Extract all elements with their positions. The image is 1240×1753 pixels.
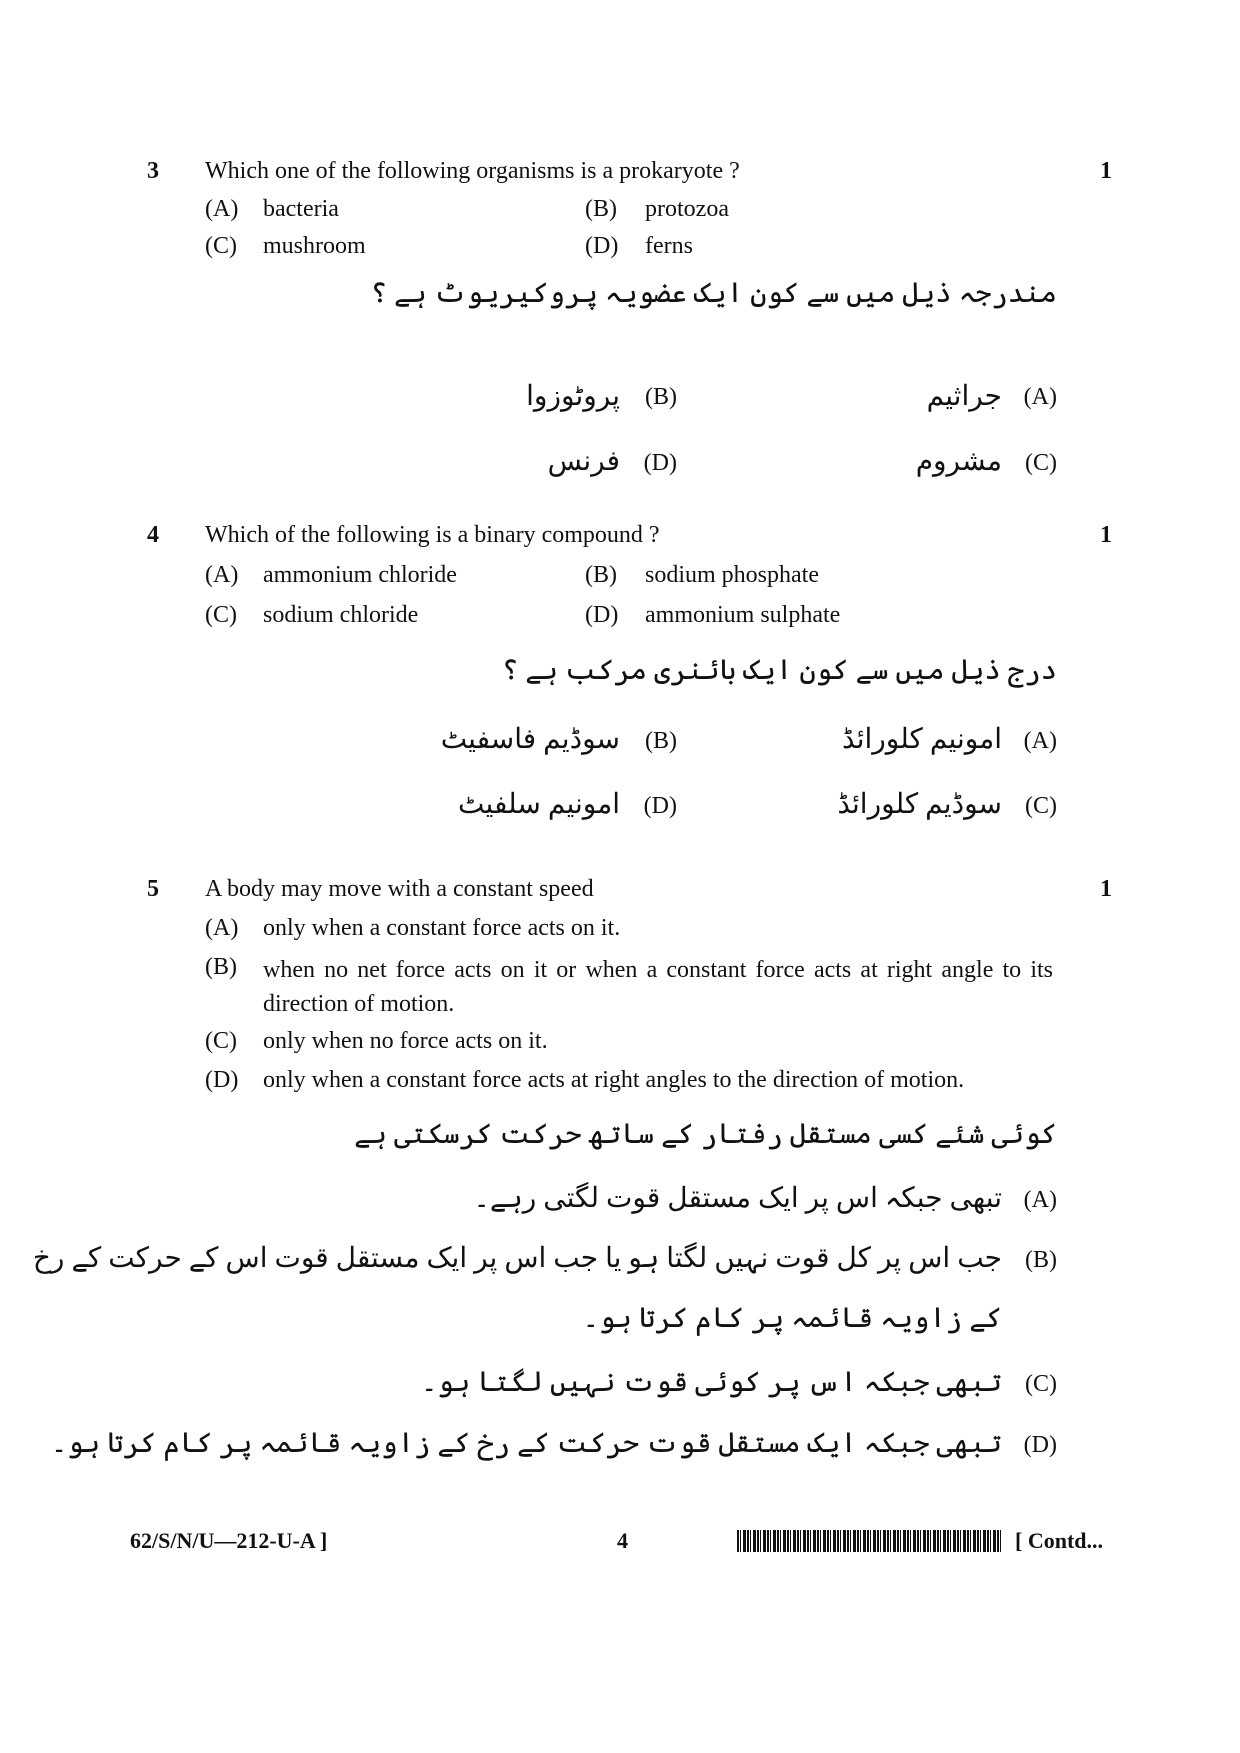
option-text: ammonium sulphate [645, 602, 841, 628]
option-text: sodium chloride [263, 602, 419, 628]
option-text: only when no force acts on it. [263, 1028, 548, 1054]
option-text: only when a constant force acts on it. [263, 915, 621, 941]
question-text: Which of the following is a binary compound ? [205, 522, 660, 548]
urdu-option-key: (A) [1023, 728, 1057, 754]
urdu-option-text: فرنس [547, 446, 620, 477]
urdu-option-key: (B) [645, 728, 677, 754]
urdu-question-text: کوئی شئے کسی مستقل رفتار کے ساتھ حرکت کرسکتی ہے [354, 1119, 1057, 1150]
option-text: mushroom [263, 233, 366, 259]
option-key: (D) [585, 233, 619, 259]
urdu-question-text: درج ذیل میں سے کون ایک بائنری مرکب ہے ؟ [501, 655, 1057, 686]
urdu-option-key: (C) [1025, 1371, 1057, 1397]
option-text: when no net force acts on it or when a constant force acts at right angle to its direction of motion. [263, 957, 1053, 1017]
urdu-option-text: تبھی جبکہ اس پر کوئی قوت نہیں لگتا ہو۔ [421, 1367, 1002, 1398]
option-key: (C) [205, 1028, 237, 1054]
urdu-option-text: امونیم کلورائڈ [842, 724, 1002, 755]
urdu-option-key: (D) [1023, 1432, 1057, 1458]
option-key: (C) [205, 233, 237, 259]
urdu-option-key: (A) [1023, 384, 1057, 410]
urdu-option-key: (C) [1025, 450, 1057, 476]
urdu-option-text: جراثیم [926, 381, 1002, 412]
urdu-option-text: تبھی جبکہ ایک مستقل قوت حرکت کے رخ کے زاویہ قائمہ پر کام کرتا ہو۔ [50, 1428, 1002, 1459]
option-text: only when a constant force acts at right angles to the direction of motion. [263, 1067, 965, 1093]
urdu-option-text: مشروم [915, 446, 1002, 477]
barcode-icon [737, 1530, 1001, 1552]
urdu-question-text: مندرجہ ذیل میں سے کون ایک عضویہ پروکیریوٹ ہے ؟ [370, 278, 1057, 309]
question-number: 3 [147, 158, 159, 184]
option-key: (D) [205, 1067, 239, 1093]
urdu-option-text: سوڈیم فاسفیٹ [440, 724, 620, 755]
urdu-option-key: (B) [1025, 1247, 1057, 1273]
question-marks: 1 [1100, 158, 1112, 184]
question-number: 4 [147, 522, 159, 548]
page-number: 4 [617, 1528, 628, 1553]
urdu-option-text: تبھی جبکہ اس پر ایک مستقل قوت لگتی رہے۔ [473, 1183, 1002, 1214]
urdu-option-key: (D) [643, 793, 677, 819]
urdu-option-text: جب اس پر کل قوت نہیں لگتا ہو یا جب اس پر ایک مستقل قوت اس کے حرکت کے رخ [32, 1243, 1002, 1274]
option-key: (A) [205, 196, 239, 222]
option-text: ferns [645, 233, 693, 259]
urdu-option-key: (A) [1023, 1187, 1057, 1213]
option-key: (B) [205, 954, 237, 980]
option-key: (C) [205, 602, 237, 628]
option-text: protozoa [645, 196, 729, 222]
option-key: (A) [205, 562, 239, 588]
urdu-option-key: (D) [643, 450, 677, 476]
question-text: Which one of the following organisms is a prokaryote ? [205, 158, 740, 184]
question-marks: 1 [1100, 876, 1112, 902]
paper-code: 62/S/N/U—212-U-A ] [130, 1528, 328, 1553]
option-text: sodium phosphate [645, 562, 819, 588]
option-key: (B) [585, 196, 617, 222]
option-key: (D) [585, 602, 619, 628]
option-text: ammonium chloride [263, 562, 457, 588]
question-marks: 1 [1100, 522, 1112, 548]
option-key: (A) [205, 915, 239, 941]
urdu-option-key: (C) [1025, 793, 1057, 819]
question-text: A body may move with a constant speed [205, 876, 594, 902]
urdu-option-text: سوڈیم کلورائڈ [837, 789, 1002, 820]
urdu-option-key: (B) [645, 384, 677, 410]
continued-label: [ Contd... [1015, 1528, 1104, 1553]
urdu-option-text-continued: کے زاویہ قائمہ پر کام کرتا ہو۔ [582, 1303, 1002, 1334]
question-number: 5 [147, 876, 159, 902]
urdu-option-text: امونیم سلفیٹ [458, 789, 620, 820]
option-text: bacteria [263, 196, 339, 222]
urdu-option-text: پروٹوزوا [526, 381, 620, 412]
option-key: (B) [585, 562, 617, 588]
